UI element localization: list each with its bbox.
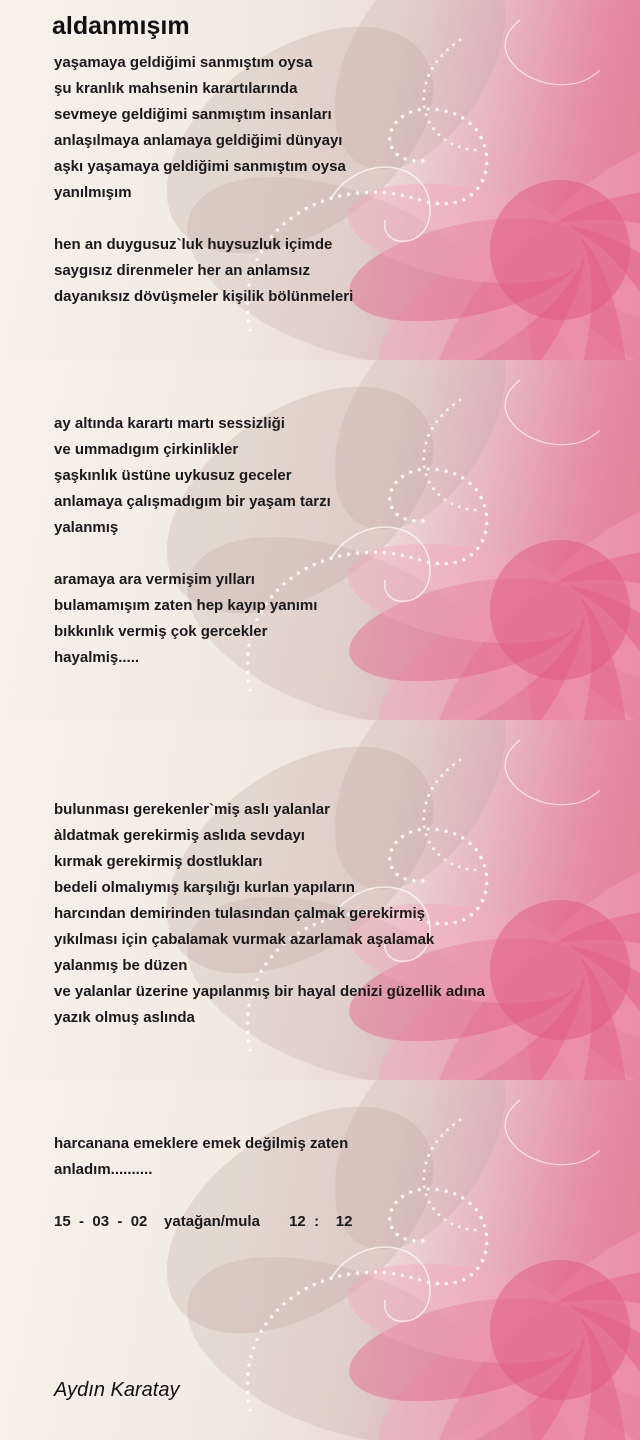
poem-line: saygısız direnmeler her an anlamsız — [54, 262, 310, 279]
poem-line: harcından demirinden tulasından çalmak gerekirmiş — [54, 905, 425, 922]
poem-line: yalanmış — [54, 519, 119, 536]
poem-line: anlaşılmaya anlamaya geldiğimi dünyayı — [54, 132, 343, 149]
stanza — [54, 1209, 352, 1235]
poem-line: ve ummadıgım çirkinlikler — [54, 441, 239, 458]
poem-line: àldatmak gerekirmiş aslıda sevdayı — [54, 827, 305, 844]
poem-line: bedeli olmalıymış karşılığı kurlan yapıların — [54, 879, 355, 896]
poem-line: şu kranlık mahsenin karartılarında — [54, 80, 298, 97]
poem-line: hen an duygusuz`luk huysuzluk içimde — [54, 236, 333, 253]
poem-line: aşkı yaşamaya geldiğimi sanmıştım oysa — [54, 158, 346, 175]
poem-line: yanılmışım — [54, 184, 132, 201]
poem-line: yalanmış be düzen — [54, 957, 188, 974]
poem-line: hayalmiş..... — [54, 649, 140, 666]
poem-line: harcanana emeklere emek değilmiş zaten — [54, 1135, 349, 1152]
poem-line: aramaya ara vermişim yılları — [54, 571, 255, 588]
poem-line: bulunması gerekenler`miş aslı yalanlar — [54, 801, 330, 818]
stanza — [54, 567, 317, 671]
poem-author: Aydın Karatay — [54, 1379, 180, 1401]
stanza — [54, 50, 346, 206]
poem-line: şaşkınlık üstüne uykusuz geceler — [54, 467, 292, 484]
poem-line: dayanıksız dövüşmeler kişilik bölünmeleri — [54, 288, 354, 305]
poem-line: yaşamaya geldiğimi sanmıştım oysa — [54, 54, 313, 71]
poem-line: sevmeye geldiğimi sanmıştım insanları — [54, 106, 332, 123]
poem-title: aldanmışım — [52, 12, 190, 40]
poem-line: kırmak gerekirmiş dostlukları — [54, 853, 263, 870]
poem-date-line: 15 - 03 - 02 yatağan/mula 12 : 12 — [54, 1213, 353, 1230]
poem-line: anlamaya çalışmadıgım bir yaşam tarzı — [54, 493, 331, 510]
poem-line: anladım.......... — [54, 1161, 153, 1178]
stanza — [54, 1131, 348, 1183]
stanza — [54, 797, 485, 1031]
poem-line: yıkılması için çabalamak vurmak azarlamak aşalamak — [54, 931, 435, 948]
stanza — [54, 411, 331, 541]
stanza — [54, 232, 353, 310]
poem-line: ve yalanlar üzerine yapılanmış bir hayal denizi güzellik adına — [54, 983, 485, 1000]
poem-line: bıkkınlık vermiş çok gercekler — [54, 623, 268, 640]
poem-line: yazık olmuş aslında — [54, 1009, 195, 1026]
poem-line: bulamamışım zaten hep kayıp yanımı — [54, 597, 318, 614]
poem-line: ay altında karartı martı sessizliği — [54, 415, 285, 432]
